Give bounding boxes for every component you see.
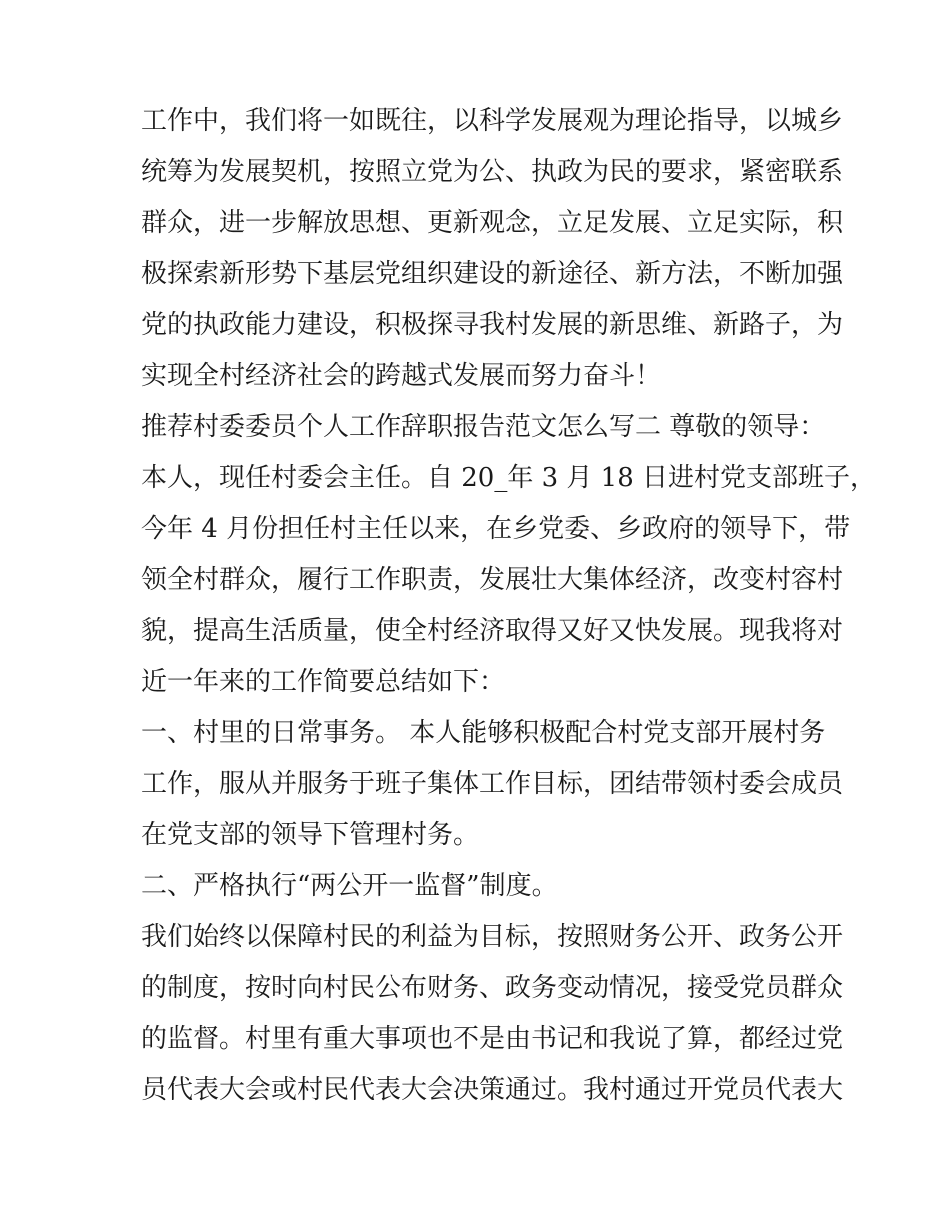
document-body (141, 96, 877, 1116)
text-line: 的监督。村里有重大事项也不是由书记和我说了算，都经过党 (141, 1024, 844, 1054)
text-line: 实现全村经济社会的跨越式发展而努力奋斗！ (141, 361, 662, 391)
text-line: 党的执政能力建设，积极探寻我村发展的新思维、新路子，为 (141, 310, 844, 340)
text-line: 工作中，我们将一如既往，以科学发展观为理论指导，以城乡 (141, 106, 844, 136)
text-line: 近一年来的工作简要总结如下： (141, 667, 506, 697)
section-heading: 推荐村委委员个人工作辞职报告范文怎么写二 尊敬的领导： (141, 412, 826, 442)
text-line: 极探索新形势下基层党组织建设的新途径、新方法，不断加强 (141, 259, 844, 289)
text-line: 本人，现任村委会主任。自 20_年 3 月 18 日进村党支部班子， (141, 463, 877, 493)
text-line: 领全村群众，履行工作职责，发展壮大集体经济，改变村容村 (141, 565, 844, 595)
text-line: 我们始终以保障村民的利益为目标，按照财务公开、政务公开 (141, 922, 844, 952)
text-line: 群众，进一步解放思想、更新观念，立足发展、立足实际，积 (141, 208, 844, 238)
text-line: 今年 4 月份担任村主任以来，在乡党委、乡政府的领导下，带 (141, 514, 851, 544)
list-item-heading: 二、严格执行“两公开一监督”制度。 (141, 871, 558, 901)
text-line: 统筹为发展契机，按照立党为公、执政为民的要求，紧密联系 (141, 157, 844, 187)
text-line: 貌，提高生活质量，使全村经济取得又好又快发展。现我将对 (141, 616, 844, 646)
text-line: 员代表大会或村民代表大会决策通过。我村通过开党员代表大 (141, 1075, 844, 1105)
text-line: 在党支部的领导下管理村务。 (141, 820, 480, 850)
list-item-heading: 一、村里的日常事务。 本人能够积极配合村党支部开展村务 (141, 718, 826, 748)
text-line: 的制度，按时向村民公布财务、政务变动情况，接受党员群众 (141, 973, 844, 1003)
text-line: 工作，服从并服务于班子集体工作目标，团结带领村委会成员 (141, 769, 844, 799)
